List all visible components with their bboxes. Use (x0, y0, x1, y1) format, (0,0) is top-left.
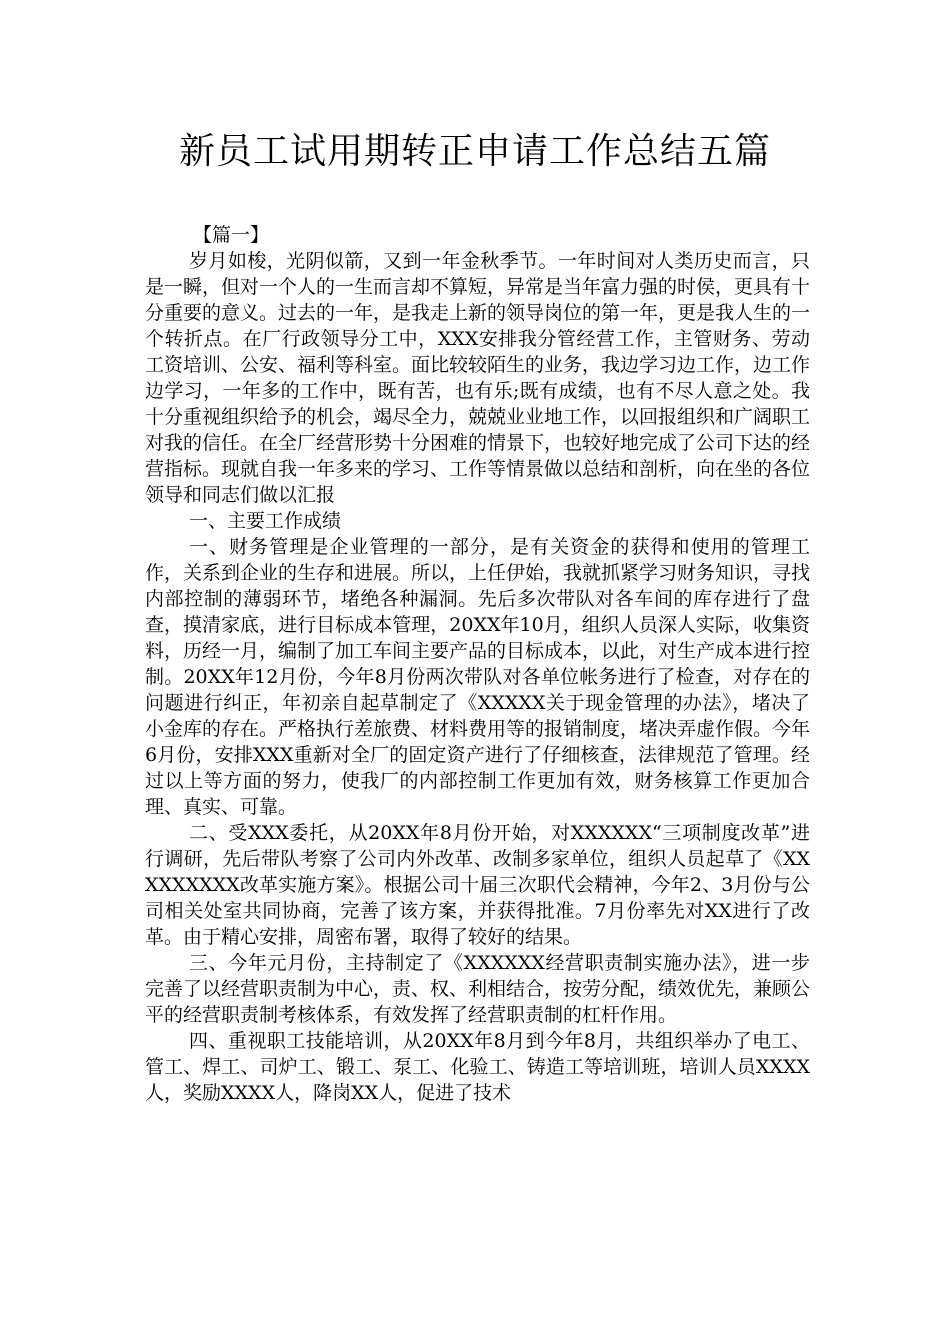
paragraph-training: 四、重视职工技能培训，从20XX年8月到今年8月，共组织举办了电工、管工、焊工、司炉工、锻工、泵工、化验工、铸造工等培训班，培训人员XXXX人，奖励XXXX人，降岗XX人，促进了技术 (145, 1030, 810, 1104)
paragraph-reform: 二、受XXX委托，从20XX年8月份开始，对XXXXXX“三项制度改革”进行调研，先后带队考察了公司内外改革、改制多家单位，组织人员起草了《XXXXXXXXX改革实施方案》。根据公司十届三次职代会精神，今年2、3月份与公司相关处室共同协商，完善了该方案，并获得批准。7月份率先对XX进行了改革。由于精心安排，周密布署，取得了较好的结果。 (145, 822, 810, 948)
paragraph-responsibility-system: 三、今年元月份，主持制定了《XXXXXX经营职责制实施办法》，进一步完善了以经营职责制为中心，责、权、利相结合，按劳分配，绩效优先，兼顾公平的经营职责制考核体系，有效发挥了经营职责制的杠杆作用。 (145, 952, 811, 1026)
heading-main-achievements: 一、主要工作成绩 (189, 510, 342, 532)
section-label: 【篇一】 (193, 224, 270, 246)
document-body (145, 222, 810, 1106)
paragraph-finance: 一、财务管理是企业管理的一部分，是有关资金的获得和使用的管理工作，关系到企业的生存和进展。所以，上任伊始，我就抓紧学习财务知识，寻找内部控制的薄弱环节，堵绝各种漏洞。先后多次带队对各车间的库存进行了盘查，摸清家底，进行目标成本管理，20XX年10月，组织人员深人实际，收集资料，历经一月，编制了加工车间主要产品的目标成本，以此，对生产成本进行控制。20XX年12月份，今年8月份两次带队对各单位帐务进行了检查，对存在的问题进行纠正，年初亲自起草制定了《XXXXX关于现金管理的办法》，堵决了小金库的存在。严格执行差旅费、材料费用等的报销制度，堵决弄虚作假。今年6月份，安排XXX重新对全厂的固定资产进行了仔细核查，法律规范了管理。经过以上等方面的努力，使我厂的内部控制工作更加有效，财务核算工作更加合理、真实、可靠。 (145, 536, 811, 818)
document-title: 新员工试用期转正申请工作总结五篇 (178, 131, 771, 172)
paragraph-intro: 岁月如梭，光阴似箭，又到一年金秋季节。一年时间对人类历史而言，只是一瞬，但对一个人的一生而言却不算短，异常是当年富力强的时侯，更具有十分重要的意义。过去的一年，是我走上新的领导岗位的第一年，更是我人生的一个转折点。在厂行政领导分工中，XXX安排我分管经营工作，主管财务、劳动工资培训、公安、福利等科室。面比较较陌生的业务，我边学习边工作，边工作边学习，一年多的工作中，既有苦，也有乐;既有成绩，也有不尽人意之处。我十分重视组织给予的机会，竭尽全力，兢兢业业地工作，以回报组织和广阔职工对我的信任。在全厂经营形势十分困难的情景下，也较好地完成了公司下达的经营指标。现就自我一年多来的学习、工作等情景做以总结和剖析，向在坐的各位领导和同志们做以汇报 (145, 250, 811, 506)
